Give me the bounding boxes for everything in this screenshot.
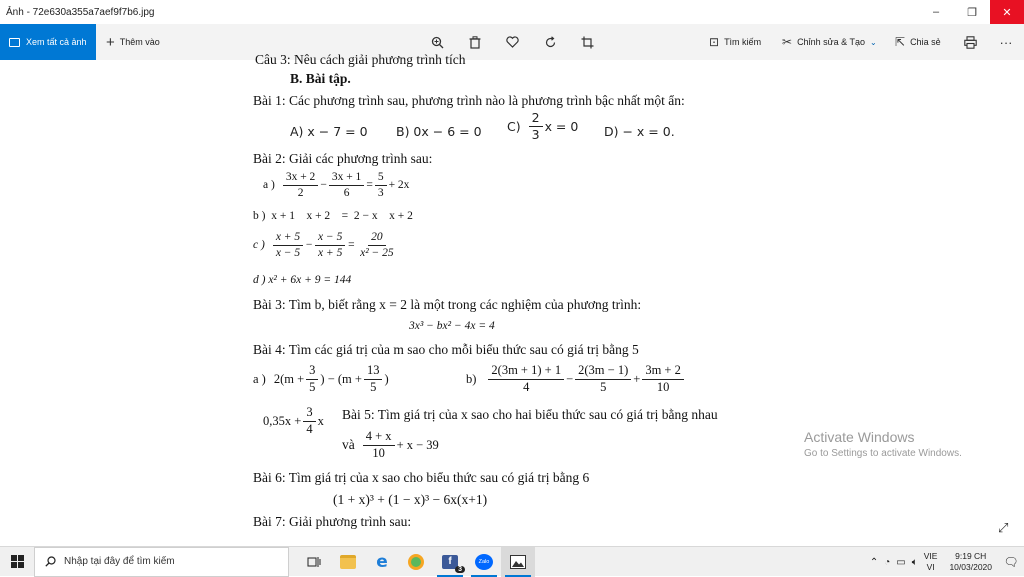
exercise-2d: d ) x² + 6x + 9 = 144	[253, 274, 352, 286]
ex4a-mid: ) − (m +	[320, 371, 362, 386]
facebook-icon: f 3	[442, 555, 458, 569]
ex5-expr2-post: + x − 39	[396, 437, 439, 452]
option-c-prefix: C)	[507, 118, 521, 134]
ex5-expr2-den: 10	[372, 445, 385, 460]
ex2c-op1: −	[305, 239, 313, 252]
ex4a-frac2-num: 13	[364, 364, 383, 380]
ex5-and-word: và	[342, 437, 355, 453]
task-view-button[interactable]	[297, 547, 331, 577]
exercise-1-prompt: Bài 1: Các phương trình sau, phương trình nào là phương trình bậc nhất một ẩn:	[253, 93, 685, 108]
chevron-down-icon: ⌄	[869, 37, 877, 47]
exercise-1-option-d: D) − x = 0.	[604, 124, 675, 139]
ex2a-frac1-num: 3x + 2	[283, 171, 319, 186]
find-button[interactable]	[709, 24, 761, 60]
photos-icon	[9, 38, 20, 47]
view-all-label: Xem tất cả ảnh	[26, 37, 87, 47]
folder-icon	[340, 555, 356, 569]
taskbar-coccoc[interactable]	[399, 547, 433, 577]
start-button[interactable]	[0, 547, 34, 577]
taskbar-facebook[interactable]	[433, 547, 467, 577]
ex4b-frac1-den: 4	[523, 379, 530, 394]
clock[interactable]	[949, 551, 992, 572]
ex2a-tail: + 2x	[388, 179, 410, 192]
title-bar	[0, 0, 1024, 24]
scissors-icon: ✂	[782, 35, 793, 49]
ex2c-frac3-num: 20	[368, 231, 386, 246]
lang-top: VIE	[923, 551, 938, 562]
ex2c-frac1-num: x + 5	[273, 231, 303, 246]
heart-icon[interactable]	[503, 24, 521, 60]
exercise-3-prompt: Bài 3: Tìm b, biết rằng x = 2 là một trong các nghiệm của phương trình:	[253, 297, 642, 312]
plus-icon: +	[106, 33, 115, 51]
browser-icon	[408, 554, 424, 570]
ex5-expr1-num: 3	[303, 406, 315, 422]
edge-icon: e	[376, 551, 388, 572]
ex4b-op1: −	[566, 371, 574, 386]
ex2a-op2: =	[366, 179, 373, 192]
ex4a-post: )	[384, 371, 389, 386]
taskbar-search[interactable]	[34, 547, 289, 577]
ex2a-frac1-den: 2	[297, 186, 304, 199]
window-title: Ảnh - 72e630a355a7aef9f7b6.jpg	[6, 6, 155, 18]
exercise-1-option-a: A) x − 7 = 0	[290, 124, 368, 139]
delete-icon[interactable]	[466, 24, 484, 60]
view-all-photos-button[interactable]	[0, 24, 96, 60]
ex5-expr1-post: x	[317, 413, 324, 428]
taskbar	[0, 546, 1024, 576]
search-icon	[45, 556, 56, 567]
rotate-icon[interactable]	[541, 24, 559, 60]
option-c-suffix: x = 0	[544, 118, 579, 134]
clock-date: 10/03/2020	[949, 562, 992, 572]
exercise-5-expr1	[263, 406, 324, 437]
share-icon: ⇱	[895, 35, 906, 49]
ex4a-pre: 2(m +	[273, 371, 305, 386]
ex2a-frac3-num: 5	[375, 171, 387, 186]
exercise-1-option-c	[507, 111, 578, 142]
ex4b-frac3-num: 3m + 2	[642, 364, 684, 380]
exercise-6-prompt: Bài 6: Tìm giá trị của x sao cho biểu thức sau có giá trị bằng 6	[253, 470, 590, 485]
cut-top-line: Câu 3: Nêu cách giải phương trình tích	[255, 52, 466, 67]
system-tray	[870, 547, 1024, 577]
expand-icon[interactable]: ⤢	[998, 520, 1009, 535]
exercise-2-prompt: Bài 2: Giải các phương trình sau:	[253, 151, 433, 166]
network-icon[interactable]: ◔	[884, 556, 891, 568]
photos-toolbar	[0, 24, 1024, 60]
battery-icon[interactable]: ▭	[896, 556, 906, 568]
language-indicator[interactable]	[924, 551, 938, 572]
add-to-button[interactable]	[106, 35, 160, 50]
notification-badge: 3	[455, 566, 465, 573]
edit-create-label: Chỉnh sửa & Tạo	[797, 37, 865, 47]
exercise-2a	[263, 171, 409, 199]
ex2a-frac3-den: 3	[377, 186, 384, 199]
lang-bottom: VI	[926, 562, 935, 572]
ex4b-frac2-den: 5	[600, 379, 607, 394]
exercise-5-expr2	[342, 430, 439, 461]
option-c-denominator: 3	[531, 126, 540, 142]
crop-icon[interactable]	[578, 24, 596, 60]
ex4b-label: b)	[466, 371, 477, 386]
taskbar-zalo[interactable]	[467, 547, 501, 577]
clock-time: 9:19 CH	[955, 551, 987, 562]
restore-button[interactable]: ❐	[967, 6, 977, 19]
exercise-1-option-b: B) 0x − 6 = 0	[396, 124, 482, 139]
watermark-line1: Activate Windows	[804, 429, 915, 445]
volume-icon[interactable]: 🔈︎	[911, 556, 918, 568]
ex4a-frac1-den: 5	[309, 379, 316, 394]
ex2c-frac1-den: x − 5	[275, 246, 301, 259]
photos-app-icon	[510, 555, 526, 569]
ex4a-frac1-num: 3	[306, 364, 318, 380]
taskbar-photos[interactable]	[501, 547, 535, 577]
ex5-expr1-den: 4	[306, 421, 313, 436]
find-label: Tìm kiếm	[724, 37, 762, 47]
minimize-button[interactable]: –	[932, 6, 940, 18]
option-c-numerator: 2	[529, 111, 543, 127]
more-options-button[interactable]: ···	[999, 34, 1013, 50]
ex5-expr2-num: 4 + x	[363, 430, 395, 446]
chevron-up-icon[interactable]: ⌃	[869, 556, 879, 568]
ex2c-frac3-den: x² − 25	[360, 246, 394, 259]
share-label: Chia sẻ	[910, 37, 941, 47]
task-view-icon	[307, 556, 321, 568]
watermark-line2: Go to Settings to activate Windows.	[804, 448, 962, 459]
find-icon: ⊡	[709, 35, 720, 49]
exercise-4b	[466, 364, 686, 395]
ex4b-frac2-num: 2(3m − 1)	[575, 364, 631, 380]
exercise-3-equation: 3x³ − bx² − 4x = 4	[409, 320, 495, 332]
ex2a-op1: −	[320, 179, 327, 192]
exercise-2b: b ) x + 1 x + 2 = 2 − x x + 2	[253, 210, 413, 222]
ex4a-label: a )	[253, 371, 266, 386]
ex2c-label: c )	[253, 239, 265, 252]
ex4b-frac3-den: 10	[656, 379, 670, 394]
ex4a-frac2-den: 5	[370, 379, 377, 394]
search-placeholder: Nhập tại đây để tìm kiếm	[64, 556, 175, 567]
print-icon[interactable]	[961, 24, 979, 60]
taskbar-file-explorer[interactable]	[331, 547, 365, 577]
section-heading: B. Bài tập.	[290, 71, 351, 86]
exercise-5-prompt: Bài 5: Tìm giá trị của x sao cho hai biểu thức sau có giá trị bằng nhau	[342, 407, 718, 422]
close-button[interactable]: ✕	[990, 0, 1024, 24]
share-button[interactable]	[895, 24, 941, 60]
ex4b-frac1-num: 2(3m + 1) + 1	[488, 364, 564, 380]
exercise-2c	[253, 231, 399, 259]
notifications-icon[interactable]: 🗨︎	[1003, 555, 1019, 569]
cut-bottom-line: Bài 7: Giải phương trình sau:	[253, 514, 412, 529]
windows-logo-icon	[11, 555, 24, 568]
zalo-icon: Zalo	[475, 554, 493, 570]
activate-windows-watermark	[804, 429, 962, 459]
ex2c-op2: =	[347, 239, 356, 252]
add-to-label: Thêm vào	[119, 37, 160, 47]
ex2a-frac2-den: 6	[343, 186, 350, 199]
exercise-4a	[253, 364, 389, 395]
taskbar-edge[interactable]	[365, 547, 399, 577]
edit-create-button[interactable]	[782, 24, 877, 60]
exercise-6-equation: (1 + x)³ + (1 − x)³ − 6x(x+1)	[333, 492, 488, 507]
exercise-4-prompt: Bài 4: Tìm các giá trị của m sao cho mỗi biểu thức sau có giá trị bằng 5	[253, 342, 639, 357]
ex4b-op2: +	[633, 371, 641, 386]
ex5-expr1-pre: 0,35x +	[263, 413, 302, 428]
ex2a-frac2-num: 3x + 1	[329, 171, 365, 186]
ex2c-frac2-num: x − 5	[315, 231, 345, 246]
ex2a-label: a )	[263, 179, 275, 192]
ex2c-frac2-den: x + 5	[317, 246, 343, 259]
